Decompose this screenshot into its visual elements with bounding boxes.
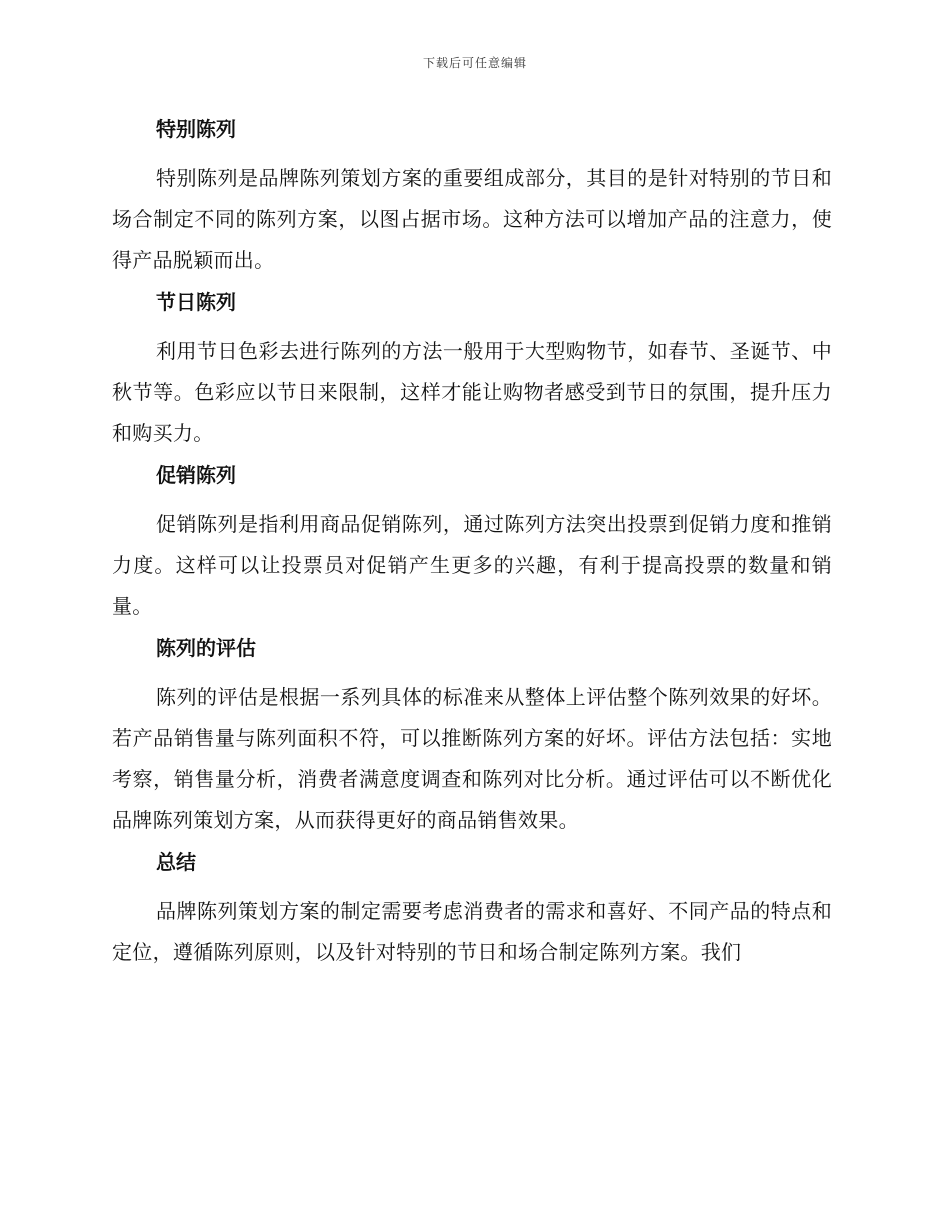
- section-display-evaluation: [112, 633, 832, 841]
- section-heading: 促销陈列: [156, 463, 236, 487]
- section-paragraph: 利用节日色彩去进行陈列的方法一般用于大型购物节，如春节、圣诞节、中秋节等。色彩应以节日来限制，这样才能让购物者感受到节日的氛围，提升压力和购买力。: [112, 339, 832, 445]
- section-special-display: [112, 114, 832, 281]
- section-holiday-display: [112, 287, 832, 454]
- section-heading: 节日陈列: [156, 290, 236, 314]
- section-paragraph: 特别陈列是品牌陈列策划方案的重要组成部分，其目的是针对特别的节日和场合制定不同的陈列方案，以图占据市场。这种方法可以增加产品的注意力，使得产品脱颖而出。: [112, 166, 832, 272]
- section-heading: 特别陈列: [156, 117, 236, 141]
- section-heading: 陈列的评估: [156, 636, 256, 660]
- section-paragraph: 品牌陈列策划方案的制定需要考虑消费者的需求和喜好、不同产品的特点和定位，遵循陈列原则，以及针对特别的节日和场合制定陈列方案。我们: [112, 899, 832, 964]
- page-header: 下载后可任意编辑: [422, 56, 527, 70]
- section-heading: 总结: [156, 850, 196, 874]
- document-body: [112, 108, 832, 979]
- section-paragraph: 陈列的评估是根据一系列具体的标准来从整体上评估整个陈列效果的好坏。若产品销售量与陈列面积不符，可以推断陈列方案的好坏。评估方法包括：实地考察，销售量分析，消费者满意度调查和陈列对比分析。通过评估可以不断优化品牌陈列策划方案，从而获得更好的商品销售效果。: [112, 685, 832, 832]
- section-paragraph: 促销陈列是指利用商品促销陈列，通过陈列方法突出投票到促销力度和推销力度。这样可以让投票员对促销产生更多的兴趣，有利于提高投票的数量和销量。: [112, 512, 832, 618]
- section-promotion-display: [112, 460, 832, 627]
- section-summary: [112, 847, 832, 973]
